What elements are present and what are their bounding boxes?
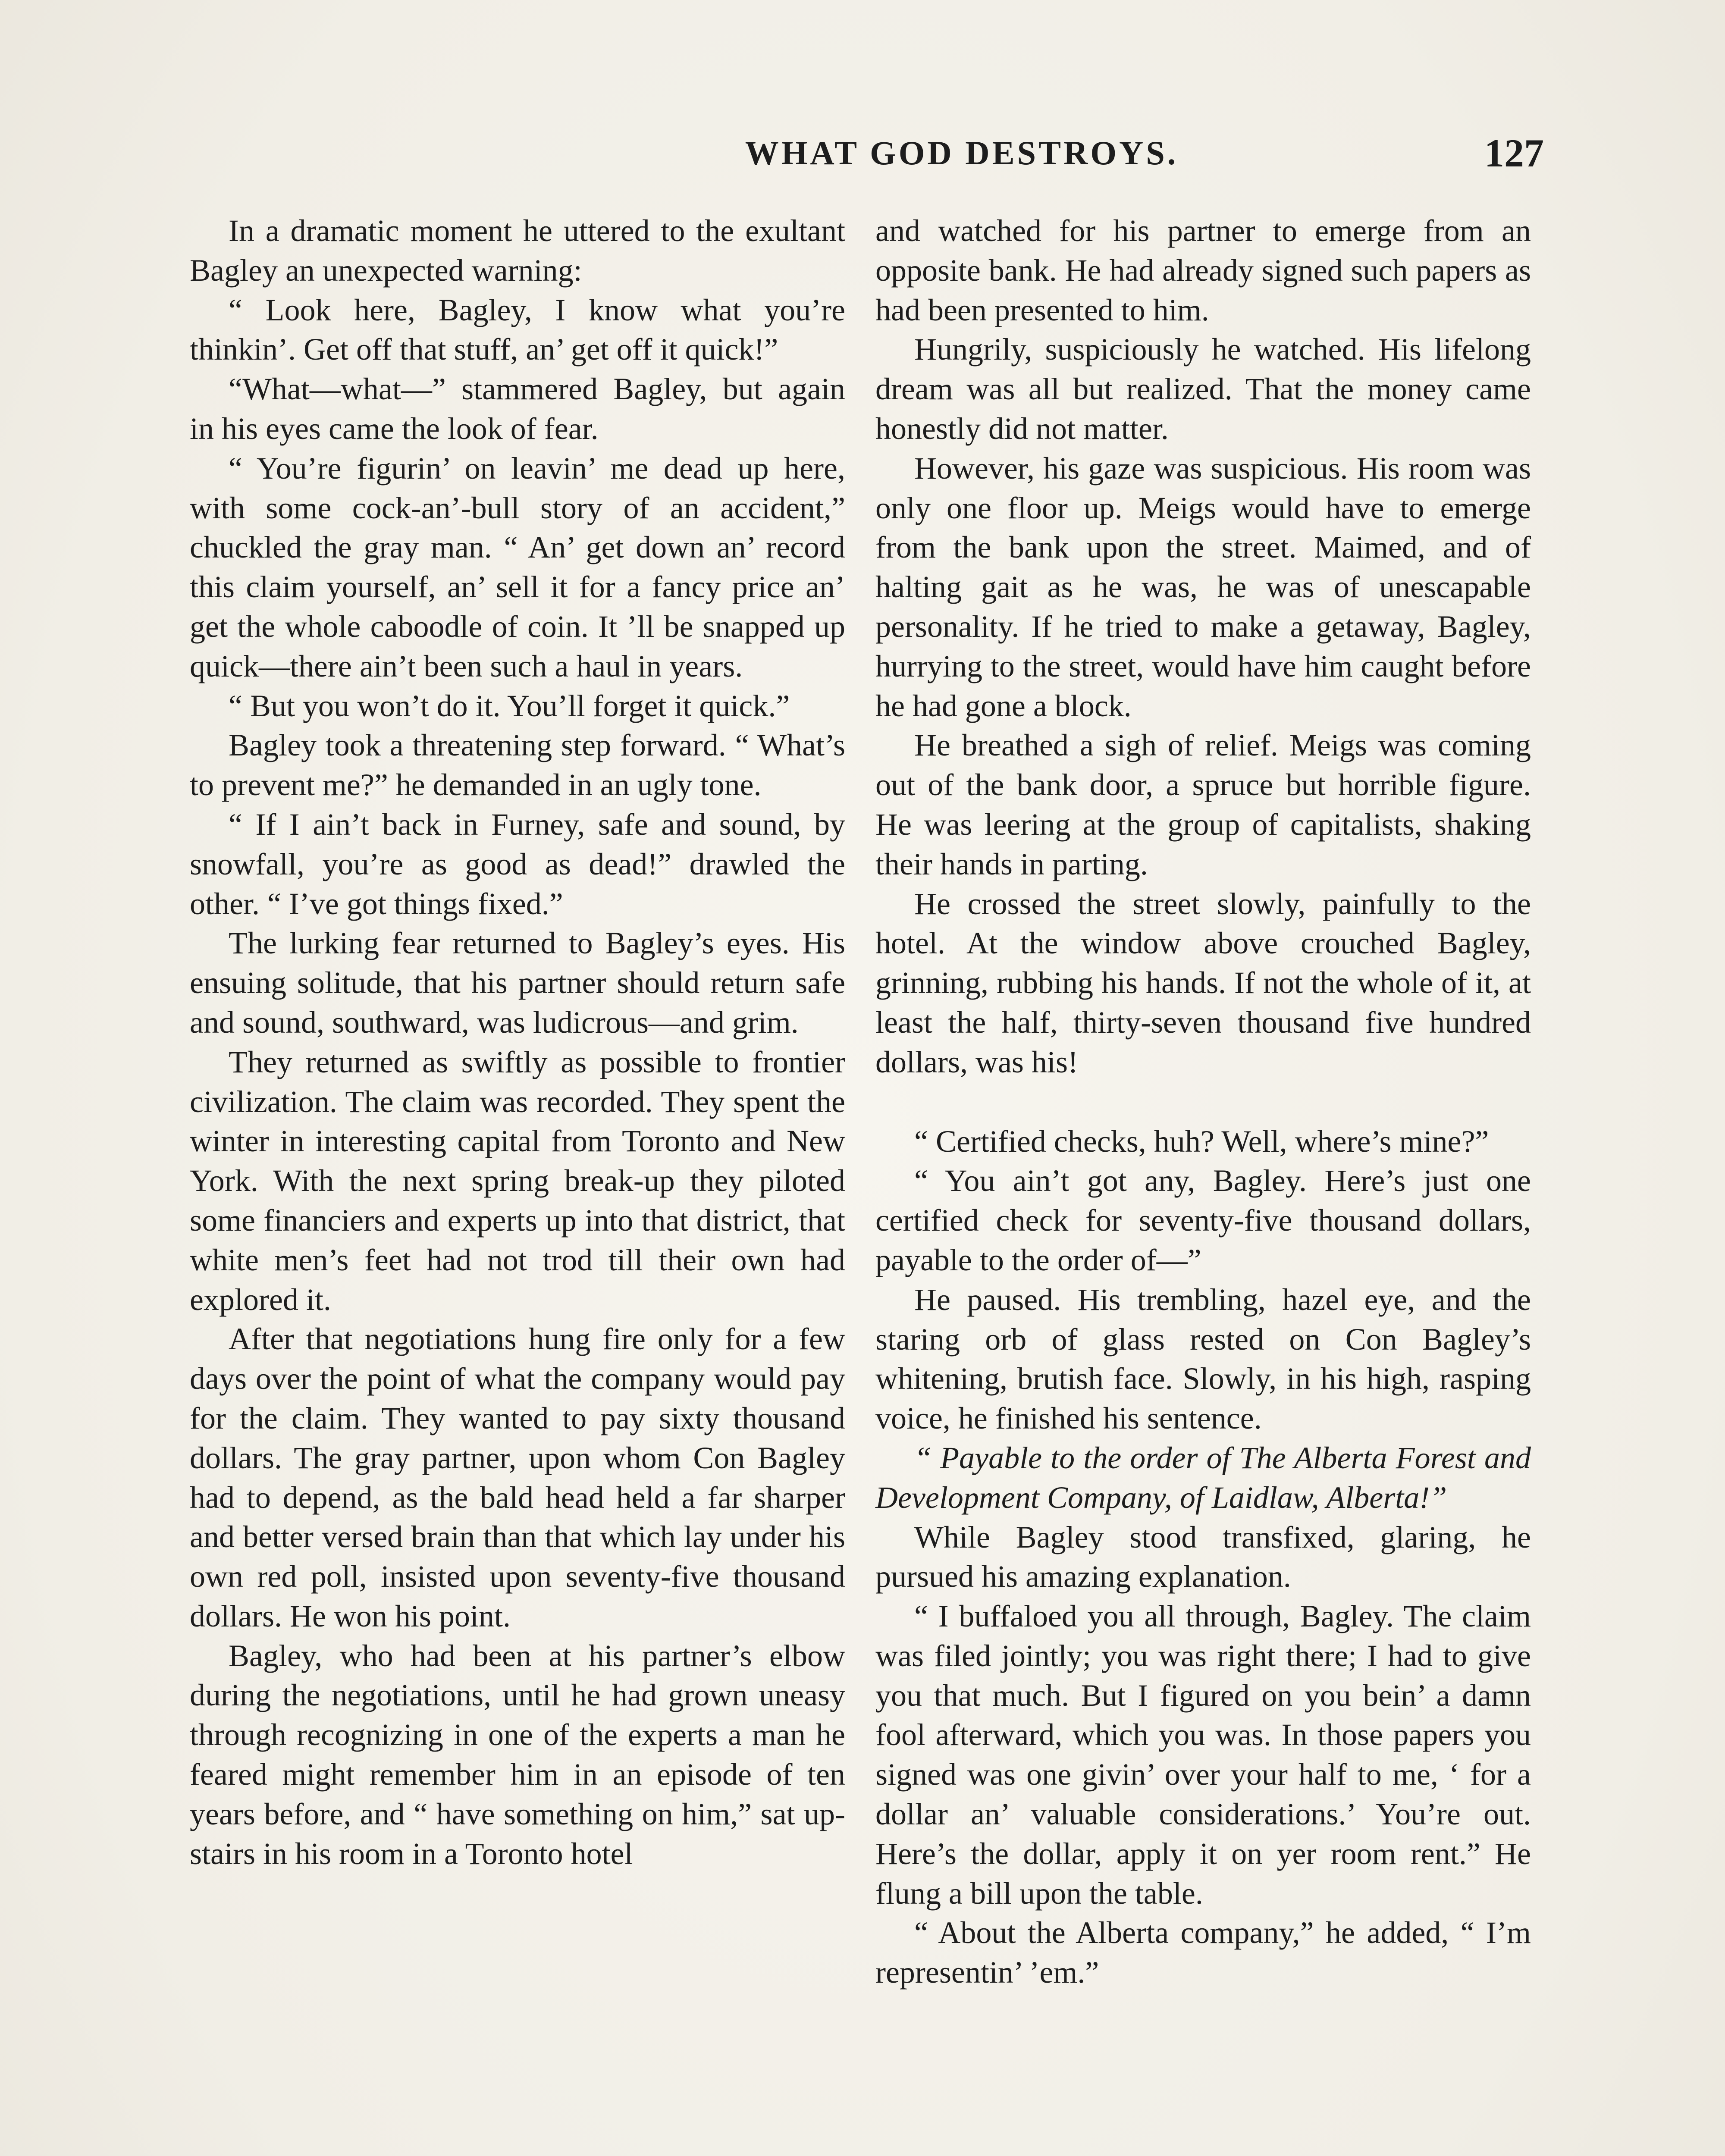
paragraph: However, his gaze was suspicious. His room was only one floor up. Meigs would have to emerge from the bank upon the street. Maimed, and of halting gait as he was, he was of unescapable personality. If he tried to make a getaway, Bagley, hurrying to the street, would have him caught before he had gone a block. bbox=[875, 451, 1531, 723]
paragraph: In a dramatic moment he uttered to the exultant Bagley an unexpected warning: bbox=[190, 213, 845, 288]
left-column bbox=[190, 211, 845, 1874]
paragraph: “ But you won’t do it. You’ll forget it quick.” bbox=[229, 688, 790, 723]
page-number: 127 bbox=[1484, 131, 1544, 175]
paragraph: Bagley, who had been at his partner’s elbow during the negotiations, until he had grown uneasy through recognizing in one of the experts a man he feared might remember him in an episode of ten years before, and “ have something on him,” sat up-stairs in his room in a Toronto hotel bbox=[190, 1638, 845, 1871]
paragraph: “ Certified checks, huh? Well, where’s mine?” bbox=[914, 1124, 1489, 1159]
paragraph: “What—what—” stammered Bagley, but again in his eyes came the look of fear. bbox=[190, 372, 845, 446]
right-column bbox=[875, 211, 1531, 1993]
paragraph: While Bagley stood transfixed, glaring, he pursued his amazing explanation. bbox=[875, 1520, 1531, 1594]
paragraph: Bagley took a threatening step forward. “ What’s to prevent me?” he demanded in an ugly tone. bbox=[190, 728, 845, 802]
paragraph: “ You’re figurin’ on leavin’ me dead up here, with some cock-an’-bull story of an accident,” chuckled the gray man. “ An’ get down an’ record this claim yourself, an’ sell it for a fancy price an’ get the whole caboodle of coin. It ’ll be snapped up quick—there ain’t been such a haul in years. bbox=[190, 451, 845, 683]
paragraph: He paused. His trembling, hazel eye, and the staring orb of glass rested on Con Bagley’s whitening, brutish face. Slowly, in his high, rasping voice, he finished his sentence. bbox=[875, 1282, 1531, 1436]
paragraph: Hungrily, suspiciously he watched. His lifelong dream was all but realized. That the money came honestly did not matter. bbox=[875, 332, 1531, 446]
paragraph: “ You ain’t got any, Bagley. Here’s just one certified check for seventy-five thousand dollars, payable to the order of—” bbox=[875, 1163, 1531, 1277]
paragraph: After that negotiations hung fire only for a few days over the point of what the company would pay for the claim. They wanted to pay sixty thousand dollars. The gray partner, upon whom Con Bagley had to depend, as the bald head held a far sharper and better versed brain than that which lay under his own red poll, insisted upon seventy-five thousand dollars. He won his point. bbox=[190, 1322, 845, 1633]
paragraph: “ If I ain’t back in Furney, safe and sound, by snowfall, you’re as good as dead!” drawled the other. “ I’ve got things fixed.” bbox=[190, 807, 845, 921]
paragraph: “ I buffaloed you all through, Bagley. The claim was filed jointly; you was right there; I had to give you that much. But I figured on you bein’ a damn fool afterward, which you was. In those papers you signed was one givin’ over your half to me, ‘ for a dollar an’ valuable considerations.’ You’re out. Here’s the dollar, apply it on yer room rent.” He flung a bill upon the table. bbox=[875, 1599, 1531, 1911]
paragraph-continuation: and watched for his partner to emerge from an opposite bank. He had already signed such papers as had been presented to him. bbox=[875, 213, 1531, 327]
italic-quote: “ Payable to the order of The Alberta Forest and Development Company, of Laidlaw, Alberta!” bbox=[875, 1440, 1531, 1515]
running-head: WHAT GOD DESTROYS. bbox=[745, 134, 1179, 172]
paragraph: He breathed a sigh of relief. Meigs was coming out of the bank door, a spruce but horrible figure. He was leering at the group of capitalists, shaking their hands in parting. bbox=[875, 728, 1531, 881]
paragraph: They returned as swiftly as possible to frontier civilization. The claim was recorded. They spent the winter in interesting capital from Toronto and New York. With the next spring break-up they piloted some financiers and experts up into that district, that white men’s feet had not trod till their own had explored it. bbox=[190, 1044, 845, 1317]
paragraph: “ Look here, Bagley, I know what you’re thinkin’. Get off that stuff, an’ get off it quick!” bbox=[190, 292, 845, 367]
page-header bbox=[181, 131, 1544, 181]
paragraph: He crossed the street slowly, painfully to the hotel. At the window above crouched Bagley, grinning, rubbing his hands. If not the whole of it, at least the half, thirty-seven thousand five hundred dollars, was his! bbox=[875, 886, 1531, 1079]
paragraph: The lurking fear returned to Bagley’s eyes. His ensuing solitude, that his partner should return safe and sound, southward, was ludicrous—and grim. bbox=[190, 926, 845, 1040]
paragraph: “ About the Alberta company,” he added, “ I’m representin’ ’em.” bbox=[875, 1915, 1531, 1990]
